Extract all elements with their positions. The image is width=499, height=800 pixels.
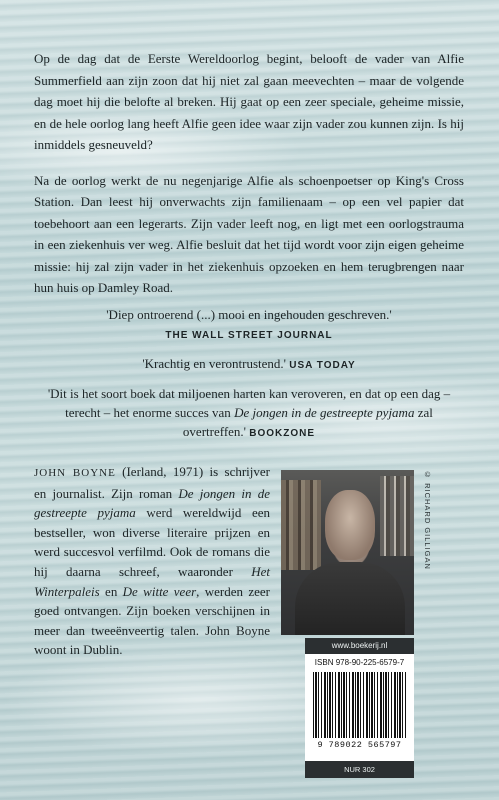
barcode-panel [305,638,414,778]
publisher-website: www.boekerij.nl [305,638,414,654]
bio-text-4: , werden zeer goed ontvangen. Zijn boeken verschijnen in meer dan tweeënveertig talen. John Boyne woont in Dublin. [34,583,270,658]
blurb-paragraph-1: Op de dag dat de Eerste Wereldoorlog begint, belooft de vader van Alfie Summerfield aan zijn zoon dat hij niet zal gaan meevechten – maar de volgende dag moet hij die belofte al breken. Hij gaat op een zeer speciale, geheime missie, en de hele oorlog lang heeft Alfie geen idee waar zijn vader zou kunnen zijn. Is hij inmiddels gesneuveld? [34,51,464,152]
nur-code: NUR 302 [305,761,414,778]
barcode-digits: 9 789022 565797 [317,740,402,750]
author-body [295,562,405,635]
bio-text-1: (Ierland, 1971) is schrijver en journalist. Zijn roman [34,464,270,501]
bookshelf-right [380,476,414,556]
quote-1 [34,305,464,345]
author-bio [34,462,270,660]
quote-3 [34,384,464,443]
bio-text-3: en [99,583,123,599]
isbn-text: ISBN 978-90-225-6579-7 [314,658,405,667]
back-cover-blurb [34,48,464,313]
quote-3-title: De jongen in de gestreepte pyjama [234,405,415,420]
author-photo [281,470,414,635]
quote-2 [34,354,464,375]
bio-title-1: De jongen in de gestreepte pyjama [34,485,270,521]
review-quotes [34,305,464,452]
quote-3-text-post: zal overtreffen.' [182,405,433,439]
blurb-paragraph-2: Na de oorlog werkt de nu negenjarige Alfie als schoenpoetser op King's Cross Station. Dan leest hij onverwachts zijn familienaam – op een vel papier dat toebehoort aan een legerarts. Zijn vader leeft nog, en ligt met een oorlogstrauma in een ziekenhuis ver weg. Alfie besluit dat het tijd wordt voor zijn eigen geheime missie: hij zal zijn vader in het ziekenhuis opzoeken en hem terugbrengen naar hun huis op Damley Road. [34,172,464,295]
author-head [325,490,375,560]
quote-2-source: USA TODAY [289,360,356,371]
bio-title-3: De witte veer [122,583,197,599]
quote-2-text: 'Krachtig en verontrustend.' [142,356,286,371]
quote-1-source: THE WALL STREET JOURNAL [165,330,333,341]
barcode-bars [313,672,407,738]
bookshelf-left [281,480,321,570]
photo-credit: © RICHARD GILLIGAN [423,470,432,570]
author-name: JOHN BOYNE [34,467,116,479]
bio-text-2: werd wereldwijd een bestseller, won diverse literaire prijzen en werd succesvol verfilmd. Ook de romans die hij daarna schreef, waaronder [34,505,270,579]
bio-title-2: Het Winterpaleis [34,563,270,599]
quote-3-text-pre: 'Dit is het soort boek dat miljoenen harten kan veroveren, en dat op een dag – terecht – het enorme succes van [47,386,451,420]
quote-3-source: BOOKZONE [249,428,316,439]
quote-1-text: 'Diep ontroerend (...) mooi en ingehouden geschreven.' [106,307,392,322]
